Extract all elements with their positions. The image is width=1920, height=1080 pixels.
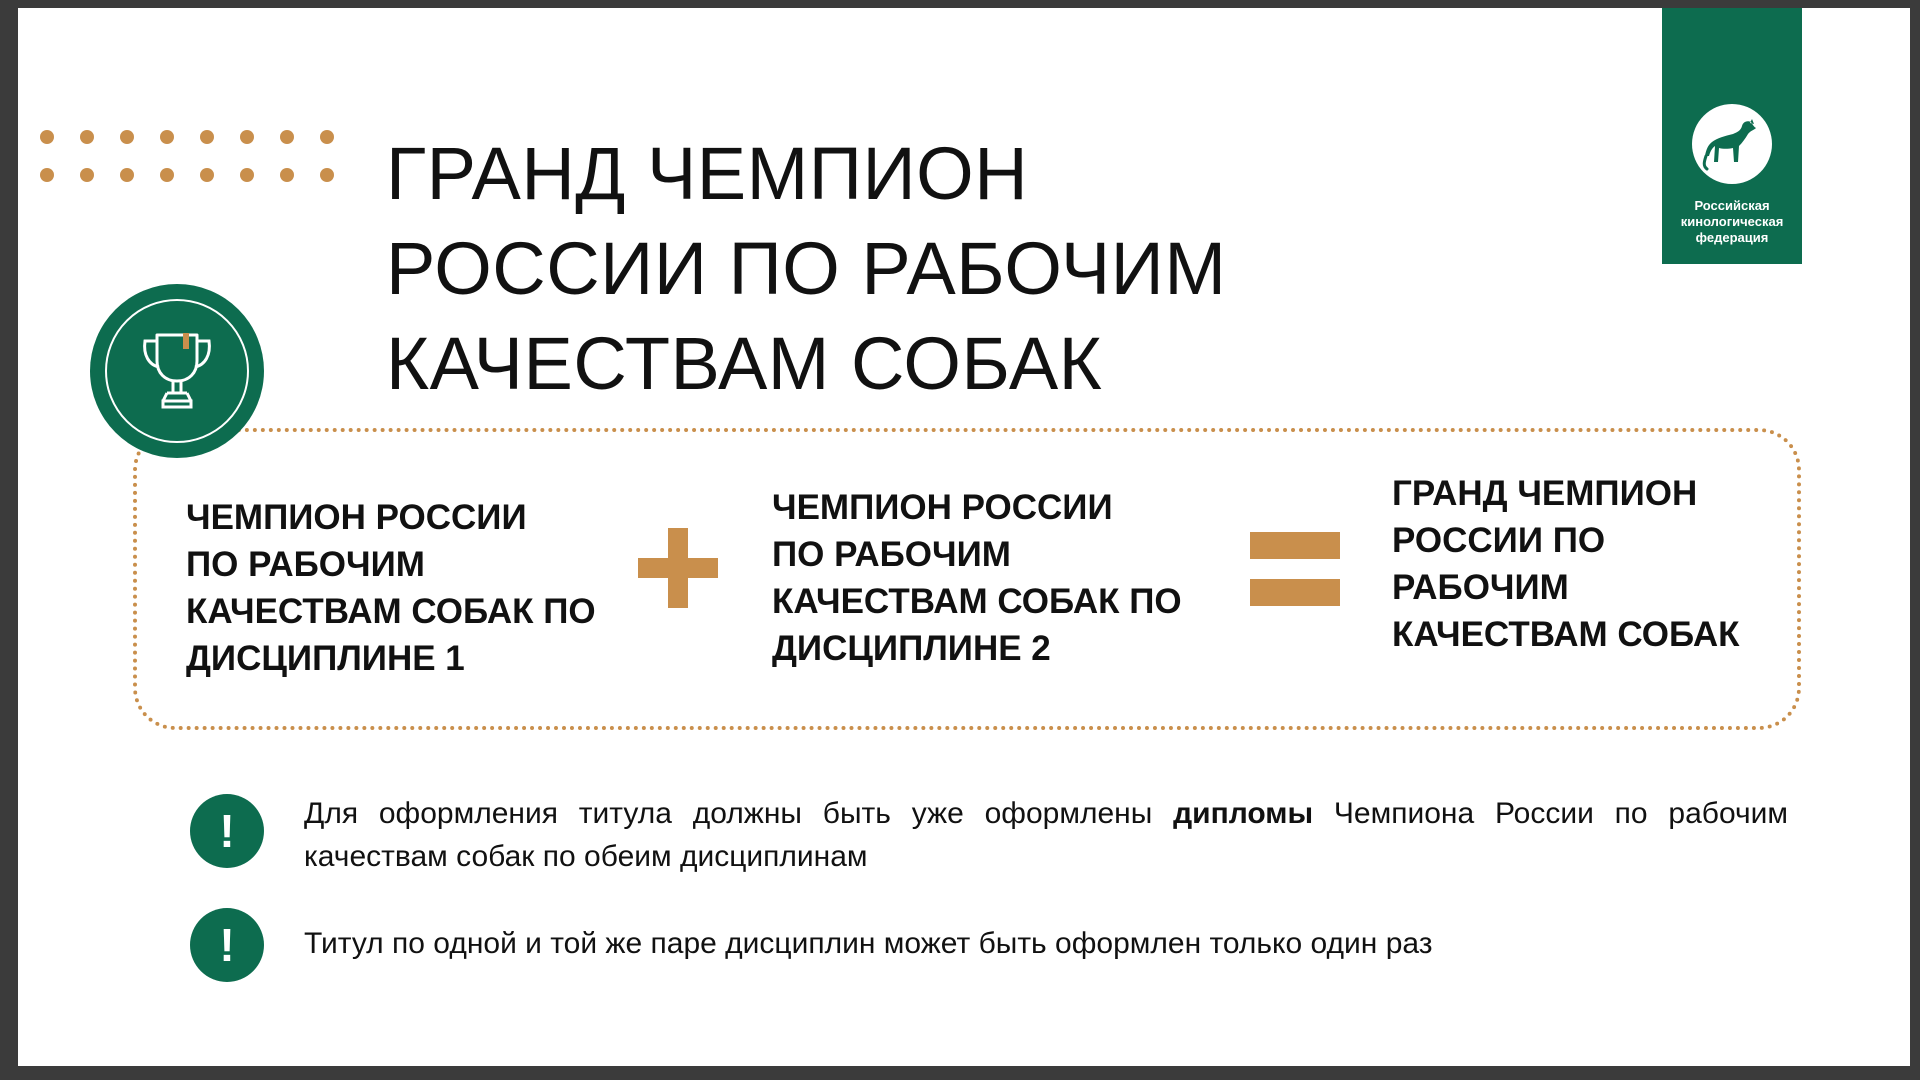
- dot: [280, 130, 294, 144]
- exclamation-icon: !: [190, 794, 264, 868]
- dot: [280, 168, 294, 182]
- dot: [40, 130, 54, 144]
- dot: [120, 130, 134, 144]
- dot: [80, 130, 94, 144]
- dot: [160, 168, 174, 182]
- note-text-bold: дипломы: [1173, 797, 1314, 830]
- dot: [120, 168, 134, 182]
- dot: [160, 130, 174, 144]
- title-line-3: КАЧЕСТВАМ СОБАК: [386, 322, 1103, 405]
- plus-icon: [638, 528, 718, 608]
- trophy-badge: [90, 284, 264, 458]
- equals-bar: [1250, 532, 1340, 559]
- note-text-part: Для оформления титула должны быть уже оформлены: [304, 797, 1174, 830]
- slide: [18, 8, 1910, 1066]
- dot: [240, 168, 254, 182]
- note-text-part: Чемпиона России по рабочим качествам собак по обеим дисциплинам: [304, 797, 1789, 873]
- note-text: Титул по одной и той же паре дисциплин может быть оформлен только один раз: [304, 927, 1433, 960]
- trophy-icon: [129, 323, 225, 419]
- title-line-2: РОССИИ ПО РАБОЧИМ: [386, 227, 1227, 310]
- note-item: [190, 908, 1788, 982]
- dog-silhouette-icon: [1692, 104, 1772, 184]
- dot: [200, 168, 214, 182]
- title-line-1: ГРАНД ЧЕМПИОН: [386, 132, 1029, 215]
- exclamation-icon: !: [190, 908, 264, 982]
- note-text: [304, 792, 1788, 878]
- formula-result: ГРАНД ЧЕМПИОН РОССИИ ПО РАБОЧИМ КАЧЕСТВАМ СОБАК: [1392, 474, 1740, 654]
- dot: [80, 168, 94, 182]
- trophy-ring: [105, 299, 249, 443]
- dot: [240, 130, 254, 144]
- equals-bar: [1250, 579, 1340, 606]
- rkf-logo: [1662, 8, 1802, 264]
- formula-term-2: ЧЕМПИОН РОССИИ ПО РАБОЧИМ КАЧЕСТВАМ СОБАК ПО ДИСЦИПЛИНЕ 2: [772, 488, 1182, 668]
- dot: [320, 168, 334, 182]
- logo-text: Российская кинологическая федерация: [1680, 198, 1784, 245]
- decorative-dots: [40, 130, 348, 182]
- note-item: [190, 794, 1788, 878]
- dot: [200, 130, 214, 144]
- page-title: [386, 126, 1227, 411]
- dot: [320, 130, 334, 144]
- equals-icon: [1250, 532, 1340, 606]
- formula-term-1: ЧЕМПИОН РОССИИ ПО РАБОЧИМ КАЧЕСТВАМ СОБАК ПО ДИСЦИПЛИНЕ 1: [186, 498, 596, 678]
- dot: [40, 168, 54, 182]
